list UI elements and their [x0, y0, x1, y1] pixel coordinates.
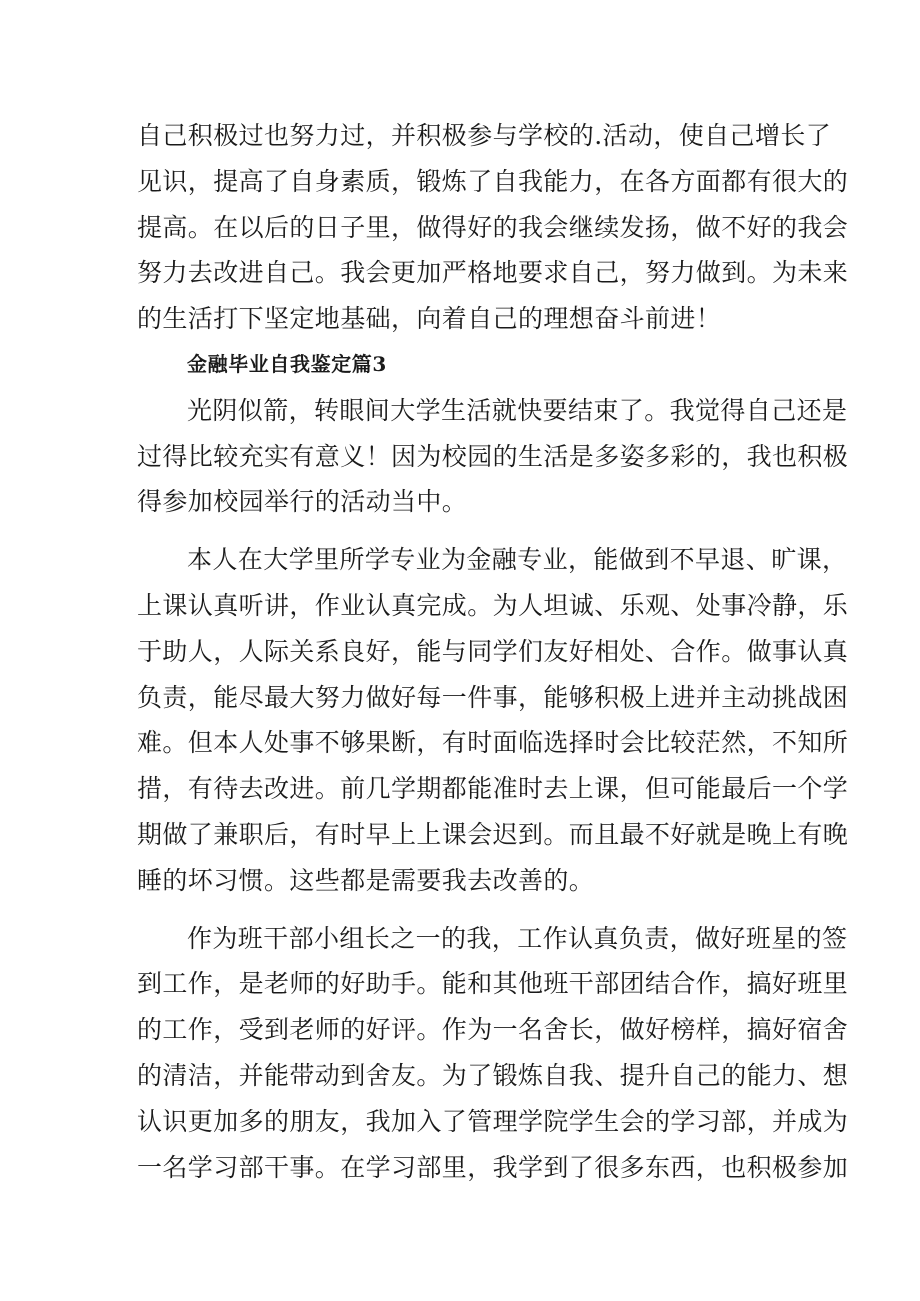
text-line: 期做了兼职后，有时早上上课会迟到。而且最不好就是晚上有晚: [137, 819, 849, 849]
text-line: 得参加校园举行的活动当中。: [137, 487, 468, 517]
text-line: 睡的坏习惯。这些都是需要我去改善的。: [137, 865, 595, 895]
text-line: 过得比较充实有意义！因为校园的生活是多姿多彩的，我也积极: [137, 441, 849, 471]
text-line: 认识更加多的朋友，我加入了管理学院学生会的学习部，并成为: [137, 1106, 849, 1136]
text-line: 光阴似箭，转眼间大学生活就快要结束了。我觉得自己还是: [187, 395, 848, 425]
paragraph-class-duties: [137, 916, 849, 1191]
section-heading: 金融毕业自我鉴定篇3: [187, 351, 387, 376]
text-line: 的生活打下坚定地基础，向着自己的理想奋斗前进！: [137, 304, 722, 334]
text-line: 提高。在以后的日子里，做得好的我会继续发扬，做不好的我会: [137, 212, 849, 242]
text-line: 努力去改进自己。我会更加严格地要求自己，努力做到。为未来: [137, 258, 849, 288]
text-line: 上课认真听讲，作业认真完成。为人坦诚、乐观、处事冷静，乐: [137, 590, 849, 620]
text-line: 的清洁，并能带动到舍友。为了锻炼自我、提升自己的能力、想: [137, 1060, 849, 1090]
text-line: 本人在大学里所学专业为金融专业，能做到不早退、旷课，: [187, 545, 848, 575]
paragraph-continued: [137, 113, 849, 342]
document-body: [137, 113, 849, 1190]
text-line: 负责，能尽最大努力做好每一件事，能够积极上进并主动挑战困: [137, 682, 849, 712]
paragraph-intro: [137, 388, 849, 525]
text-line: 于助人，人际关系良好，能与同学们友好相处、合作。做事认真: [137, 636, 849, 666]
paragraph-self-assessment: [137, 537, 849, 903]
text-line: 难。但本人处事不够果断，有时面临选择时会比较茫然，不知所: [137, 728, 849, 758]
text-line: 作为班干部小组长之一的我，工作认真负责，做好班星的签: [187, 923, 848, 953]
text-line: 的工作，受到老师的好评。作为一名舍长，做好榜样，搞好宿舍: [137, 1015, 849, 1045]
text-line: 措，有待去改进。前几学期都能准时去上课，但可能最后一个学: [137, 774, 849, 804]
text-line: 见识，提高了自身素质，锻炼了自我能力，在各方面都有很大的: [137, 166, 849, 196]
text-line: 到工作，是老师的好助手。能和其他班干部团结合作，搞好班里: [137, 969, 849, 999]
text-line: 一名学习部干事。在学习部里，我学到了很多东西，也积极参加: [137, 1152, 849, 1182]
text-line: 自己积极过也努力过，并积极参与学校的.活动，使自己增长了: [137, 121, 832, 150]
